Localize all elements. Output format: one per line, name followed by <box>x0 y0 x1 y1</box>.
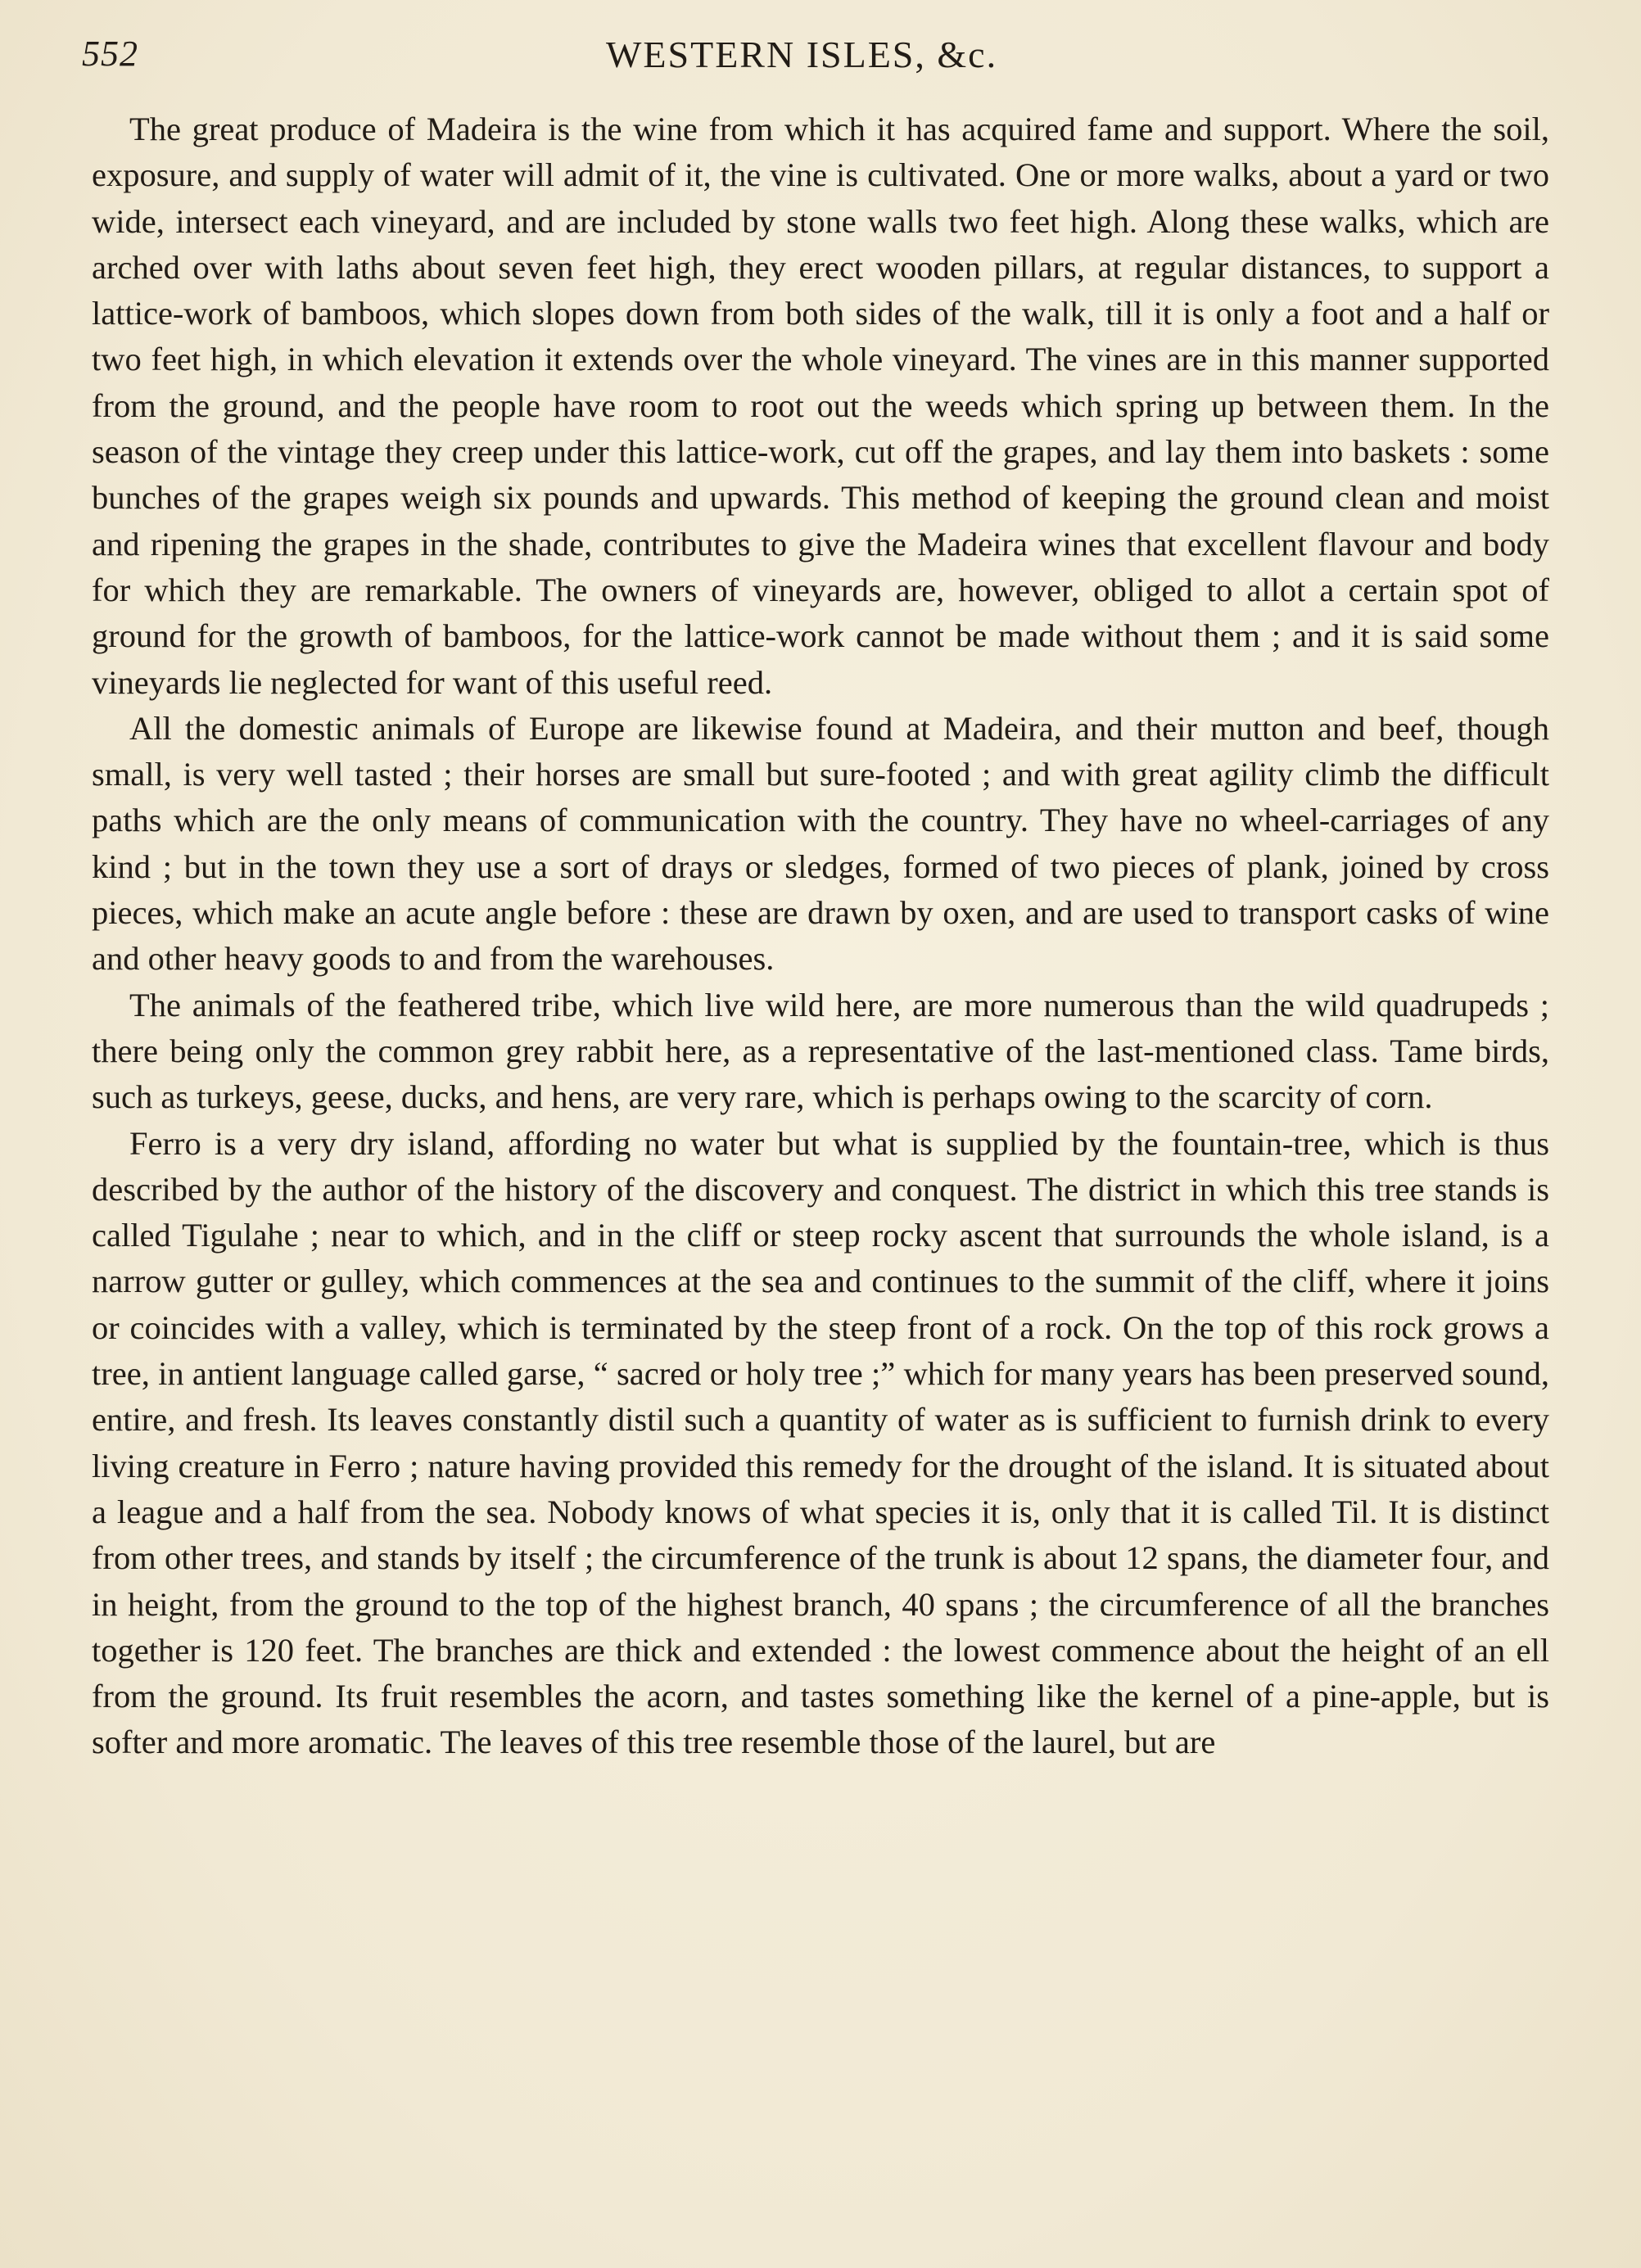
page-header <box>82 26 1556 84</box>
page-number: 552 <box>82 34 138 74</box>
paragraph-madeira-wine: The great produce of Madeira is the wine from which it has acquired fame and support. Where the soil, exposure, and supply of water will admit of it, the vine is cultivated. One or more walks, about a yard or two wide, intersect each vineyard, and are included by stone walls two feet high. Along these walks, which are arched over with laths about seven feet high, they erect wooden pillars, at regular distances, to support a lattice-work of bamboos, which slopes down from both sides of the walk, till it is only a foot and a half or two feet high, in which elevation it extends over the whole vineyard. The vines are in this manner supported from the ground, and the people have room to root out the weeds which spring up between them. In the season of the vintage they creep under this lattice-work, cut off the grapes, and lay them into baskets : some bunches of the grapes weigh six pounds and upwards. This method of keeping the ground clean and moist and ripening the grapes in the shade, contributes to give the Madeira wines that excellent flavour and body for which they are remarkable. The owners of vineyards are, however, obliged to allot a certain spot of ground for the growth of bamboos, for the lattice-work cannot be made without them ; and it is said some vineyards lie neglected for want of this useful reed. <box>92 111 1549 701</box>
paragraph-ferro-fountain-tree: Ferro is a very dry island, affording no water but what is supplied by the fountain-tree, which is thus described by the author of the history of the discovery and conquest. The district in which this tree stands is called Tigulahe ; near to which, and in the cliff or steep rocky ascent that surrounds the whole island, is a narrow gutter or gulley, which commences at the sea and continues to the summit of the cliff, where it joins or coincides with a valley, which is terminated by the steep front of a rock. On the top of this rock grows a tree, in antient language called garse, “ sacred or holy tree ;” which for many years has been preserved sound, entire, and fresh. Its leaves constantly distil such a quantity of water as is sufficient to furnish drink to every living creature in Ferro ; nature having provided this remedy for the drought of the island. It is situated about a league and a half from the sea. Nobody knows of what species it is, only that it is called Til. It is distinct from other trees, and stands by itself ; the circumference of the trunk is about 12 spans, the diameter four, and in height, from the ground to the top of the highest branch, 40 spans ; the circumference of all the branches together is 120 feet. The branches are thick and extended : the lowest commence about the height of an ell from the ground. Its fruit resembles the acorn, and tastes something like the kernel of a pine-apple, but is softer and more aromatic. The leaves of this tree resemble those of the laurel, but are <box>92 1124 1549 1761</box>
running-title: WESTERN ISLES, &c. <box>606 34 998 75</box>
body-text <box>92 106 1549 1766</box>
paragraph-feathered-tribe: The animals of the feathered tribe, which live wild here, are more numerous than the wild quadrupeds ; there being only the common grey rabbit here, as a representative of the last-mentioned class. Tame birds, such as turkeys, geese, ducks, and hens, are very rare, which is perhaps owing to the scarcity of corn. <box>92 986 1549 1116</box>
paragraph-domestic-animals: All the domestic animals of Europe are likewise found at Madeira, and their mutton and beef, though small, is very well tasted ; their horses are small but sure-footed ; and with great agility climb the difficult paths which are the only means of communication with the country. They have no wheel-carriages of any kind ; but in the town they use a sort of drays or sledges, formed of two pieces of plank, joined by cross pieces, which make an acute angle before : these are drawn by oxen, and are used to transport casks of wine and other heavy goods to and from the warehouses. <box>92 709 1549 978</box>
